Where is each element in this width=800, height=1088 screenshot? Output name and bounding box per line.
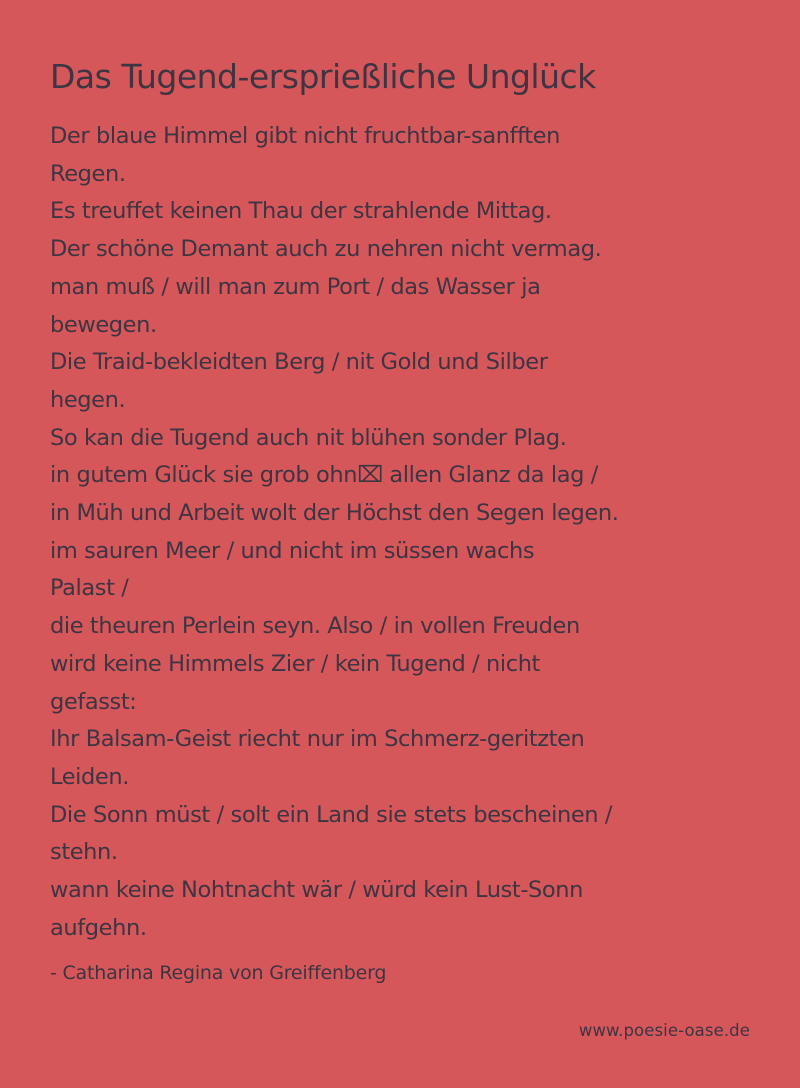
- poem-line: Regen.: [50, 160, 126, 187]
- poem-line: wird keine Himmels Zier / kein Tugend / nicht: [50, 650, 540, 677]
- poem-line: aufgehn.: [50, 914, 147, 941]
- poem-line: Palast /: [50, 575, 129, 602]
- poem-line: man muß / will man zum Port / das Wasser ja: [50, 273, 541, 300]
- poem-line: gefasst:: [50, 688, 137, 715]
- poem-line: Die Sonn müst / solt ein Land sie stets bescheinen /: [50, 801, 613, 828]
- poem-line: Der schöne Demant auch zu nehren nicht vermag.: [50, 236, 602, 263]
- website-link[interactable]: www.poesie-oase.de: [578, 1021, 750, 1040]
- poem-line: Die Traid-bekleidten Berg / nit Gold und Silber: [50, 349, 548, 376]
- poem-line: Ihr Balsam-Geist riecht nur im Schmerz-geritzten: [50, 726, 585, 753]
- poem-body: [50, 118, 750, 947]
- poem-title: Das Tugend-ersprießliche Unglück: [50, 57, 596, 96]
- poem-line: wann keine Nohtnacht wär / würd kein Lust-Sonn: [50, 877, 584, 904]
- poem-line: stehn.: [50, 839, 118, 866]
- poem-line: Es treuffet keinen Thau der strahlende Mittag.: [50, 198, 552, 225]
- poem-line: Leiden.: [50, 763, 129, 790]
- poem-line: bewegen.: [50, 311, 157, 338]
- poem-line: in gutem Glück sie grob ohn⌧ allen Glanz da lag /: [50, 462, 598, 489]
- poem-author: - Catharina Regina von Greiffenberg: [50, 962, 387, 985]
- poem-line: Der blaue Himmel gibt nicht fruchtbar-sanfften: [50, 123, 560, 149]
- poem-line: die theuren Perlein seyn. Also / in vollen Freuden: [50, 613, 580, 640]
- poem-line: im sauren Meer / und nicht im süssen wachs: [50, 537, 535, 564]
- poem-line: hegen.: [50, 386, 126, 413]
- poem-line: in Müh und Arbeit wolt der Höchst den Segen legen.: [50, 500, 619, 527]
- poem-line: So kan die Tugend auch nit blühen sonder Plag.: [50, 424, 567, 451]
